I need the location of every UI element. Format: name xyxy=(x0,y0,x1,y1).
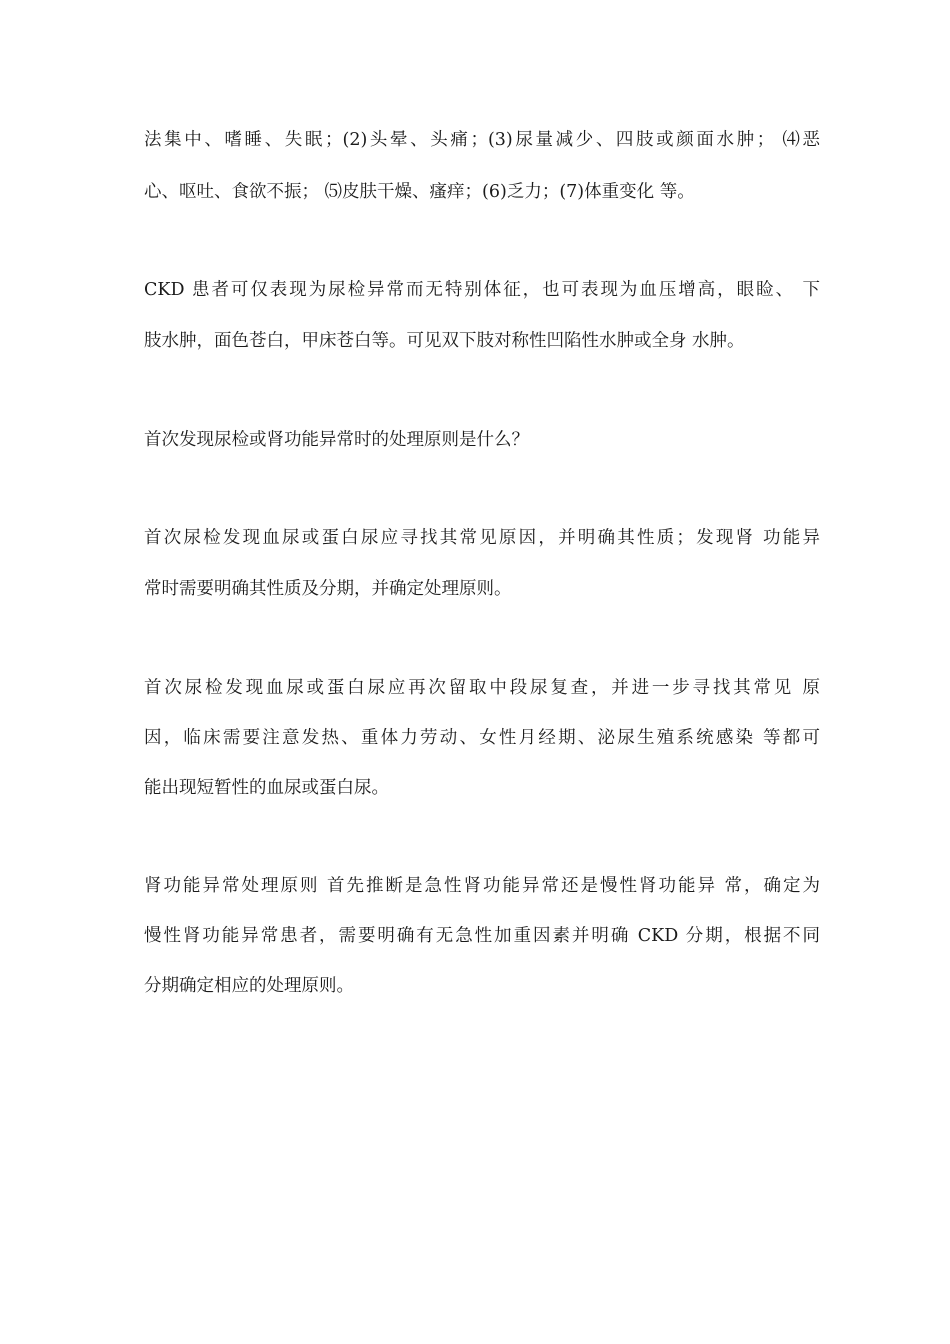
paragraph-5-line-2: 因，临床需要注意发热、重体力劳动、女性月经期、泌尿生殖系统感染 等都可 xyxy=(144,728,820,748)
paragraph-2-line-2: 肢水肿，面色苍白，甲床苍白等。可见双下肢对称性凹陷性水肿或全身 水肿。 xyxy=(144,331,745,351)
question-heading: 首次发现尿检或肾功能异常时的处理原则是什么？ xyxy=(144,430,529,450)
paragraph-1-line-1: 法集中、嗜睡、失眠；(2)头晕、头痛；(3)尿量减少、四肢或颜面水肿； ⑷恶 xyxy=(144,130,820,150)
paragraph-2-line-1: CKD 患者可仅表现为尿检异常而无特别体征，也可表现为血压增高，眼睑、 下 xyxy=(144,280,820,300)
paragraph-5-line-1: 首次尿检发现血尿或蛋白尿应再次留取中段尿复查，并进一步寻找其常见 原 xyxy=(144,678,820,698)
paragraph-6-line-1: 肾功能异常处理原则 首先推断是急性肾功能异常还是慢性肾功能异 常，确定为 xyxy=(144,876,820,896)
paragraph-1-line-2: 心、呕吐、食欲不振； ⑸皮肤干燥、瘙痒；(6)乏力；(7)体重变化 等。 xyxy=(144,182,695,202)
paragraph-4-line-2: 常时需要明确其性质及分期，并确定处理原则。 xyxy=(144,579,512,599)
paragraph-4-line-1: 首次尿检发现血尿或蛋白尿应寻找其常见原因，并明确其性质；发现肾 功能异 xyxy=(144,528,820,548)
paragraph-6-line-2: 慢性肾功能异常患者，需要明确有无急性加重因素并明确 CKD 分期，根据不同 xyxy=(144,926,820,946)
paragraph-5-line-3: 能出现短暂性的血尿或蛋白尿。 xyxy=(144,778,389,798)
paragraph-6-line-3: 分期确定相应的处理原则。 xyxy=(144,976,354,996)
